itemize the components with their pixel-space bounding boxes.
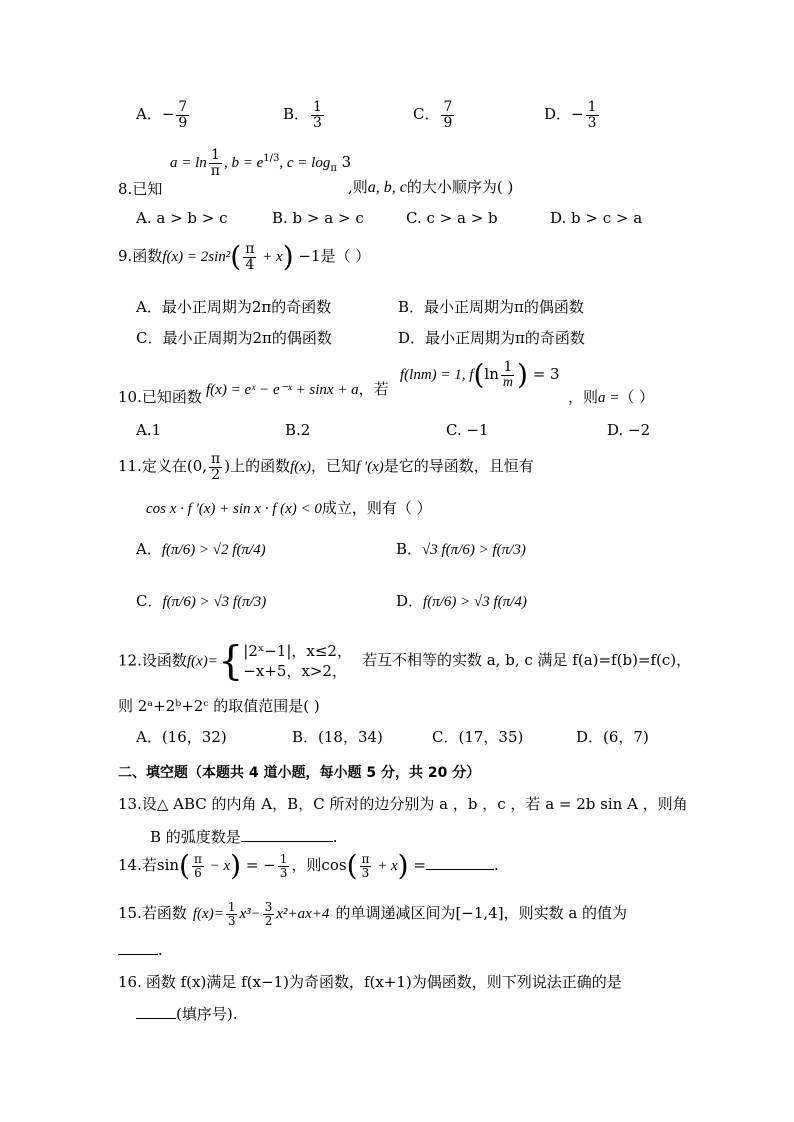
q16-stem: 16. 函数 f(x)满足 f(x−1)为奇函数，f(x+1)为偶函数，则下列说法正确的是	[118, 973, 622, 991]
q9-option-b: B．最小正周期为π的偶函数	[398, 298, 584, 316]
q12-option-b: B．(18，34)	[292, 728, 383, 746]
q11-option-c: C．f(π/6) > √3 f(π/3)	[136, 592, 267, 610]
q9-option-a: A．最小正周期为2π的奇函数	[136, 298, 332, 316]
fraction: $\frac{1}{3}$	[587, 99, 597, 131]
left-paren: (	[179, 849, 190, 882]
q7-option-c: C． $\frac{7}{9}$	[413, 99, 453, 131]
answer-blank[interactable]	[426, 869, 494, 870]
q8-formula: a = ln $\frac{1}{\pi}$ , $b = e^{1/3}$, $c = \log_\pi 3$	[170, 147, 352, 179]
q7-option-b: B． $\frac{1}{3}$	[283, 99, 322, 131]
fraction: $\frac{\pi}{3}$	[361, 851, 370, 880]
right-paren: )	[230, 849, 242, 882]
answer-blank[interactable]	[241, 841, 333, 842]
q8-option-a: A. a > b > c	[136, 209, 228, 227]
q11-stem: 11.定义在(0, $\frac{\pi}{2}$ )上的函数f(x)，已知f '(x)是它的导函数，且恒有	[118, 451, 534, 483]
q13-line2: B 的弧度数是 .	[150, 828, 338, 846]
q10-condition: f(lnm) = 1, f(ln $\frac{1}{m}$ ) = 3	[400, 358, 560, 392]
fraction: $\frac{7}{9}$	[178, 99, 188, 131]
q15-stem: 15.若函数 f(x)= $\frac{1}{3}$ x³− $\frac{3}{2}$ x²+ax+4 的单调递减区间为[−1,4]，则实数 a 的值为	[118, 900, 628, 928]
left-brace: {	[217, 638, 244, 685]
fraction: $\frac{1}{\pi}$	[210, 147, 220, 179]
fraction: $\frac{1}{3}$	[227, 900, 236, 928]
q9-option-d: D．最小正周期为π的奇函数	[398, 329, 585, 347]
q11-option-d: D．f(π/6) > √3 f(π/4)	[396, 592, 527, 610]
fraction: $\frac{1}{3}$	[313, 99, 322, 131]
section-title: 二、填空题（本题共 4 道小题，每小题 5 分，共 20 分）	[118, 765, 481, 781]
q8-stem-tail: ,则a, b, c的大小顺序为( )	[348, 178, 514, 196]
q12-option-c: C．(17，35)	[432, 728, 524, 746]
left-paren: (	[230, 240, 242, 274]
fraction: $\frac{7}{9}$	[443, 99, 453, 131]
q9-stem: 9.函数f(x) = 2sin²( $\frac{\pi}{4}$ + x) −1是（ ）	[118, 240, 371, 274]
fraction: $\frac{\pi}{2}$	[211, 451, 221, 483]
q12-option-d: D．(6，7)	[576, 728, 649, 746]
q13-stem: 13.设△ ABC 的内角 A，B，C 所对的边分别为 a ，b ，c ，若 a = 2b sin A ，则角	[118, 795, 688, 813]
q16-line2: (填序号).	[136, 1003, 237, 1024]
q7-option-a: A．− $\frac{7}{9}$	[136, 99, 188, 131]
q12-stem: 12.设函数f(x)={ |2ˣ−1|，x≤2， −x+5，x>2， 若互不相等的实数 a, b, c 满足 f(a)=f(b)=f(c)，	[118, 638, 692, 685]
q9-option-c: C．最小正周期为2π的偶函数	[136, 329, 332, 347]
answer-blank[interactable]	[136, 1018, 176, 1019]
left-paren: (	[346, 849, 358, 882]
q10-option-b: B.2	[285, 421, 311, 439]
q10-option-c: C. −1	[446, 421, 489, 439]
fraction: $\frac{1}{3}$	[279, 851, 288, 880]
q10-option-d: D. −2	[607, 421, 651, 439]
q8-option-b: B. b > a > c	[272, 209, 364, 227]
q11-option-b: B．√3 f(π/6) > f(π/3)	[396, 540, 526, 558]
q11-option-a: A．f(π/6) > √2 f(π/4)	[136, 540, 266, 558]
q11-condition: cos x · f '(x) + sin x · f (x) < 0成立，则有（ ）	[146, 499, 432, 517]
right-paren: )	[282, 240, 294, 274]
fraction: $\frac{\pi}{4}$	[245, 241, 255, 273]
q10-function: f(x) = eˣ − e⁻ˣ + sinx + a，若	[206, 380, 389, 398]
q12-option-a: A．(16，32)	[136, 728, 227, 746]
q8-stem: 8.已知	[118, 180, 163, 198]
q7-option-d: D．− $\frac{1}{3}$	[544, 99, 597, 131]
q10-ask: ，则a =（ ）	[568, 388, 655, 406]
q10-option-a: A.1	[136, 421, 162, 439]
fraction: $\frac{3}{2}$	[264, 900, 273, 928]
left-paren: (	[473, 358, 485, 392]
q15-line2: .	[118, 941, 163, 959]
right-paren: )	[516, 358, 528, 392]
q10-stem: 10.已知函数	[118, 388, 202, 406]
fraction: $\frac{1}{m}$	[502, 359, 513, 390]
q8-option-d: D. b > c > a	[550, 209, 643, 227]
q8-option-c: C. c > a > b	[406, 209, 498, 227]
piecewise-cases: |2ˣ−1|，x≤2， −x+5，x>2，	[243, 642, 352, 681]
answer-blank[interactable]	[118, 954, 158, 955]
q12-line2: 则 2ᵃ+2ᵇ+2ᶜ 的取值范围是( )	[118, 697, 320, 715]
right-paren: )	[397, 849, 409, 882]
fraction: $\frac{\pi}{6}$	[193, 851, 202, 880]
q14-stem: 14.若sin( $\frac{\pi}{6}$ − x) = − $\frac{1}{3}$ ，则cos( $\frac{\pi}{3}$ + x) = .	[118, 849, 499, 882]
